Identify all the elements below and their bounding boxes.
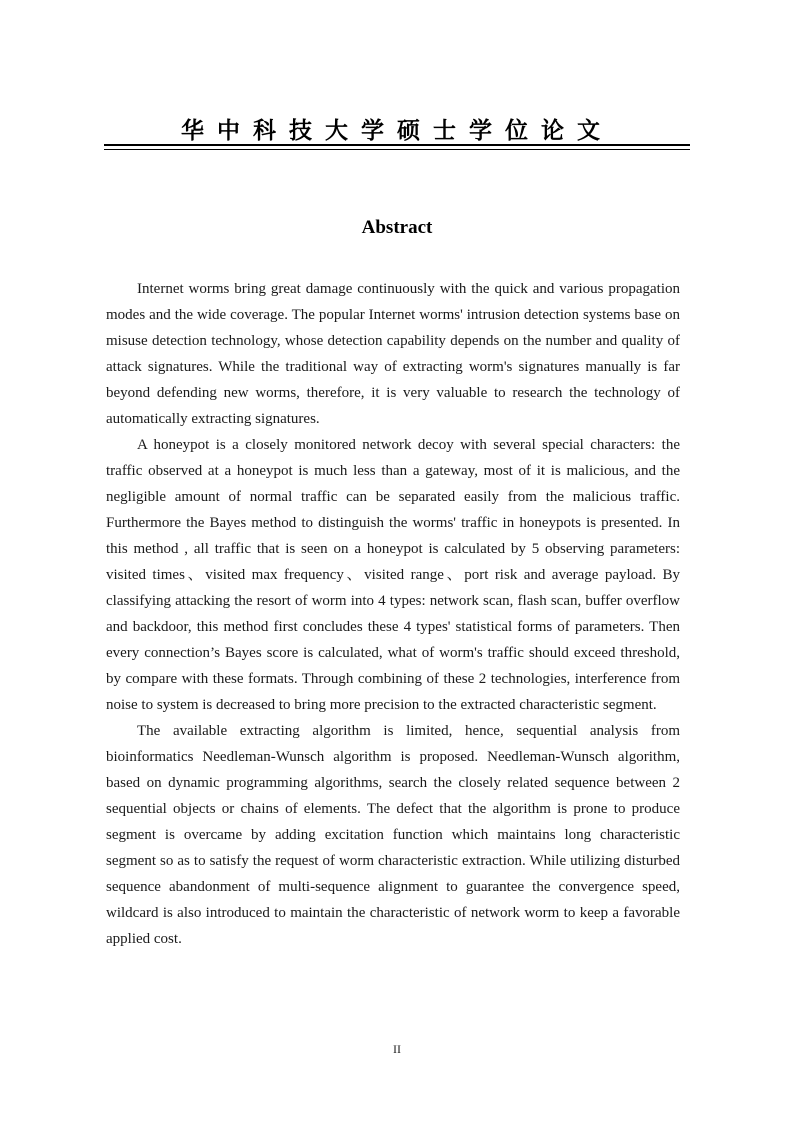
abstract-paragraph-2: A honeypot is a closely monitored network decoy with several special characters: the traffic observed at a honeypot is much less than a gateway, most of it is malicious, and the negligible amount of normal traffic can be separated easily from the malicious traffic. Furthermore the Bayes method to distinguish the worms' traffic in honeypots is presented. In this method , all traffic that is seen on a honeypot is calculated by 5 observing parameters: visited times、visited max frequency、visited range、port risk and average payload. By classifying attacking the resort of worm into 4 types: network scan, flash scan, buffer overflow and backdoor, this method first concludes these 4 types' statistical forms of parameters. Then every connection’s Bayes score is calculated, what of worm's traffic should exceed threshold, by compare with these formats. Through combining of these 2 technologies, interference from noise to system is decreased to bring more precision to the extracted characteristic segment. (106, 437, 680, 713)
abstract-paragraph-1: Internet worms bring great damage continuously with the quick and various propagation modes and the wide coverage. The popular Internet worms' intrusion detection systems base on misuse detection technology, whose detection capability depends on the number and quality of attack signatures. While the traditional way of extracting worm's signatures manually is far beyond defending new worms, therefore, it is very valuable to research the technology of automatically extracting signatures. (106, 281, 680, 427)
running-header-title: 华中科技大学硕士学位论文 (181, 117, 613, 144)
abstract-heading: Abstract (361, 217, 433, 238)
abstract-paragraph-3: The available extracting algorithm is limited, hence, sequential analysis from bioinformatics Needleman-Wunsch algorithm is proposed. Needleman-Wunsch algorithm, based on dynamic programming algorithms, search the closely related sequence between 2 sequential objects or chains of elements. The defect that the algorithm is prone to produce segment is overcame by adding excitation function which maintains long characteristic segment so as to satisfy the request of worm characteristic extraction. While utilizing disturbed sequence abandonment of multi-sequence alignment to guarantee the convergence speed, wildcard is also introduced to maintain the characteristic of network worm to keep a favorable applied cost. (106, 723, 680, 947)
page-number: II (393, 1042, 401, 1056)
header-rule-thick (104, 144, 690, 146)
header-rule-thin (104, 149, 690, 150)
abstract-body (106, 276, 680, 952)
